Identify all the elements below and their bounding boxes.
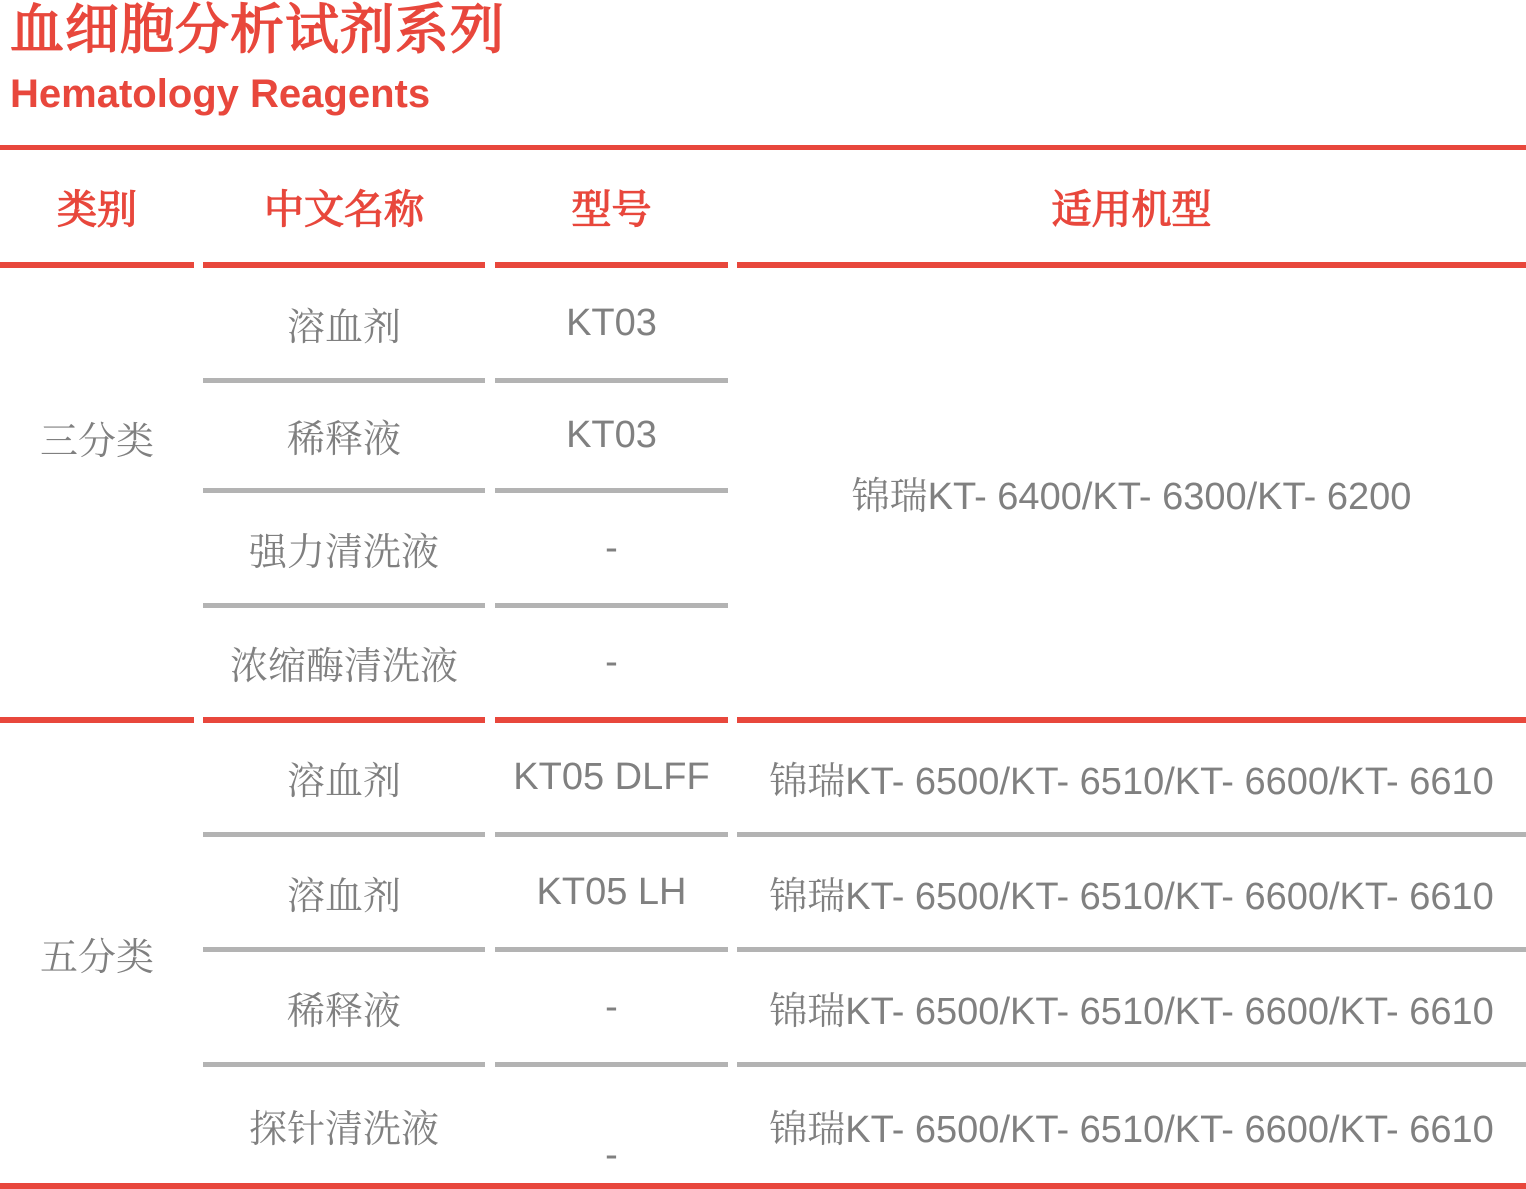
- table-bottom-rule: [0, 1183, 1526, 1189]
- machines-cell: 锦瑞KT- 6500/KT- 6510/KT- 6600/KT- 6610: [769, 1108, 1494, 1151]
- section-three-part: [0, 268, 1526, 717]
- model-cell: -: [605, 641, 618, 683]
- reagent-name-cell: 溶血剂: [203, 268, 485, 383]
- model-cell: -: [495, 952, 728, 1067]
- category-label: 五分类: [39, 936, 154, 979]
- machines-cell: 锦瑞KT- 6500/KT- 6510/KT- 6600/KT- 6610: [737, 952, 1526, 1067]
- reagent-name-cell: 溶血剂: [203, 837, 485, 952]
- reagent-name-cell: 强力清洗液: [203, 493, 485, 608]
- reagent-name-cell: 浓缩酶清洗液: [229, 646, 458, 688]
- model-cell: KT05 DLFF: [495, 723, 728, 837]
- model-cell: KT03: [495, 383, 728, 493]
- section-five-part: [0, 723, 1526, 1183]
- page-subtitle: Hematology Reagents: [10, 72, 431, 116]
- model-cell: KT05 LH: [495, 837, 728, 952]
- reagent-name-cell: 探针清洗液: [248, 1108, 439, 1151]
- model-value: -: [605, 1133, 618, 1176]
- reagent-name-cell: 溶血剂: [203, 723, 485, 837]
- model-cell: -: [495, 493, 728, 608]
- machines-cell: 锦瑞KT- 6500/KT- 6510/KT- 6600/KT- 6610: [737, 837, 1526, 952]
- model-cell: KT03: [495, 268, 728, 383]
- category-cell: [0, 268, 194, 717]
- column-header-chinese-name: 中文名称: [264, 187, 424, 232]
- column-header-model: 型号: [571, 187, 652, 232]
- column-header-category: 类别: [57, 187, 137, 232]
- reagent-name-cell: 稀释液: [203, 952, 485, 1067]
- reagent-name-cell: 稀释液: [203, 383, 485, 493]
- model-cell: [495, 1067, 728, 1183]
- column-header-applicable-machines: 适用机型: [1051, 187, 1212, 232]
- machines-cell: 锦瑞KT- 6400/KT- 6300/KT- 6200: [851, 476, 1412, 518]
- category-cell: [0, 723, 194, 1183]
- page-title: 血细胞分析试剂系列: [10, 0, 505, 60]
- table-header-row: [0, 150, 1526, 262]
- machines-cell: 锦瑞KT- 6500/KT- 6510/KT- 6600/KT- 6610: [737, 723, 1526, 837]
- category-label: 三分类: [39, 421, 154, 463]
